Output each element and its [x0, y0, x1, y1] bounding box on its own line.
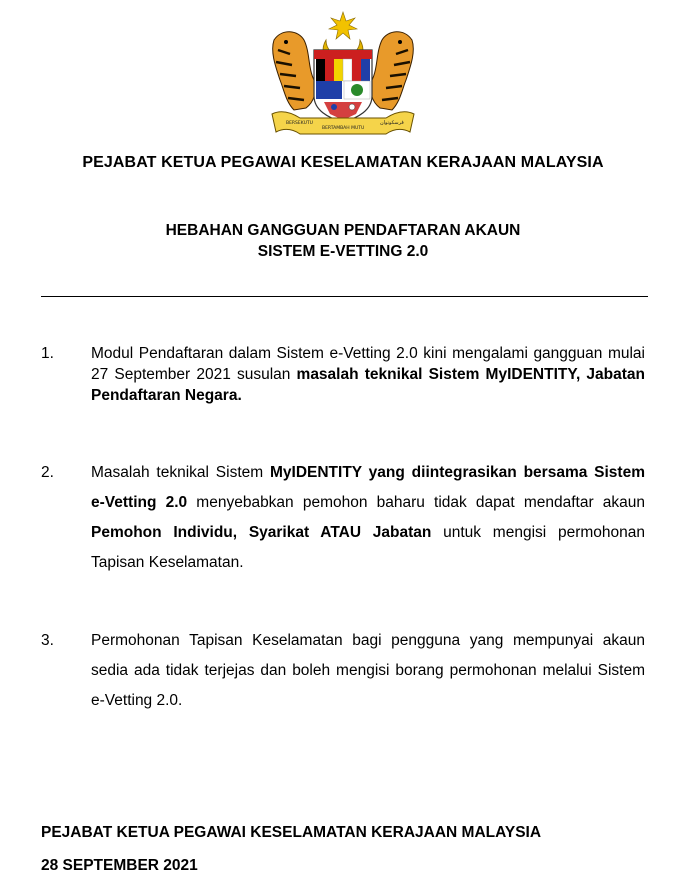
text-segment: Masalah teknikal Sistem	[91, 464, 270, 481]
right-tiger-icon	[370, 32, 413, 110]
left-tiger-icon	[273, 32, 316, 110]
text-segment: untuk mengisi permohonan Tapisan Keselamatan.	[91, 524, 645, 571]
coat-of-arms-logo	[264, 10, 422, 140]
text-segment: Modul Pendaftaran dalam Sistem e-Vetting 2.0 kini mengalami gangguan mulai 27 September 2021 susulan	[91, 345, 645, 383]
motto-center-text: BERTAMBAH MUTU	[322, 126, 365, 131]
paragraph-text	[91, 343, 645, 406]
bold-text-segment: MyIDENTITY yang diintegrasikan bersama Sistem e-Vetting 2.0	[91, 464, 645, 511]
footer-date: 28 SEPTEMBER 2021	[41, 857, 198, 874]
paragraph-number: 2.	[41, 464, 54, 481]
motto-right-text: ڤرسكوتوان	[380, 120, 404, 126]
footer-organization: PEJABAT KETUA PEGAWAI KESELAMATAN KERAJAAN MALAYSIA	[41, 824, 542, 841]
notice-title-line2: SISTEM E-VETTING 2.0	[257, 243, 429, 260]
organization-heading: PEJABAT KETUA PEGAWAI KESELAMATAN KERAJAAN MALAYSIA	[82, 154, 604, 171]
text-segment: Permohonan Tapisan Keselamatan bagi pengguna yang mempunyai akaun sedia ada tidak terjejas dan boleh mengisi borang permohonan melalui Sistem e-Vetting 2.0.	[91, 632, 645, 709]
paragraph-text	[91, 626, 645, 716]
notice-title	[0, 220, 686, 262]
paragraph-number: 3.	[41, 632, 54, 649]
paragraph-number: 1.	[41, 345, 54, 362]
notice-title-line1: HEBAHAN GANGGUAN PENDAFTARAN AKAUN	[165, 222, 521, 239]
shield-icon	[314, 50, 372, 122]
text-segment: menyebabkan pemohon baharu tidak dapat mendaftar akaun	[187, 494, 645, 511]
horizontal-divider	[41, 296, 648, 297]
bold-text-segment: Pemohon Individu, Syarikat ATAU Jabatan	[91, 524, 432, 541]
bold-text-segment: masalah teknikal Sistem MyIDENTITY, Jabatan Pendaftaran Negara.	[91, 366, 645, 404]
motto-left-text: BERSEKUTU	[286, 121, 313, 126]
paragraph-text	[91, 458, 645, 578]
